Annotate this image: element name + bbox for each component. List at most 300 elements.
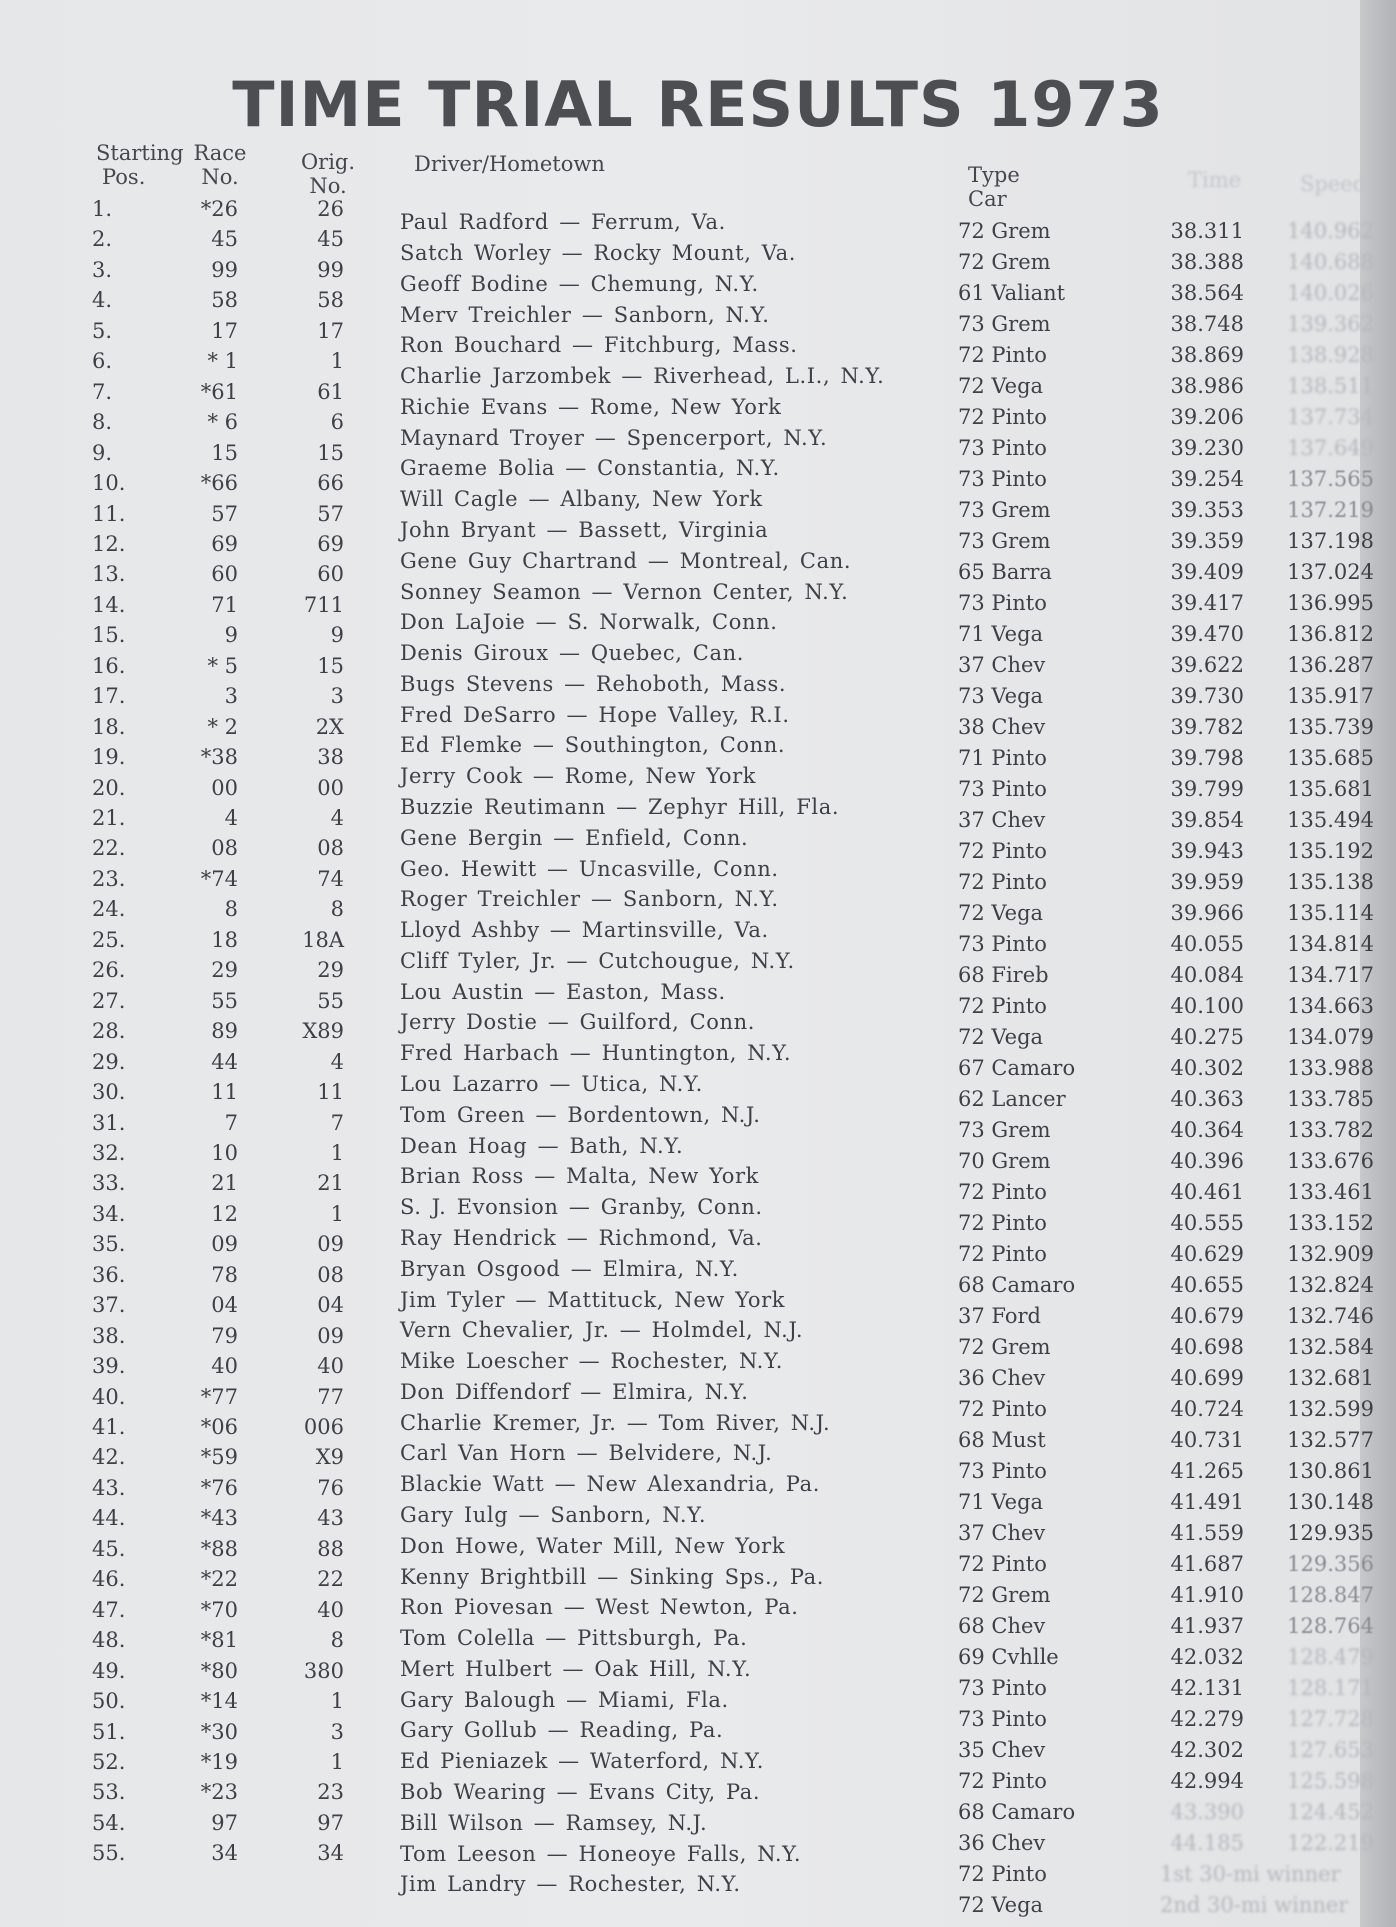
cell-time: 40.679 bbox=[1170, 1304, 1244, 1328]
cell-driver-hometown: Buzzie Reutimann — Zephyr Hill, Fla. bbox=[400, 795, 840, 820]
cell-race-no: 7 bbox=[224, 1110, 238, 1135]
cell-driver-hometown: Geo. Hewitt — Uncasville, Conn. bbox=[400, 856, 779, 881]
cell-race-no: *22 bbox=[200, 1567, 238, 1592]
header-orig-no-line1: Orig. bbox=[300, 150, 356, 174]
cell-orig-no: 9 bbox=[330, 623, 344, 648]
cell-driver-hometown: Graeme Bolia — Constantia, N.Y. bbox=[400, 456, 780, 481]
cell-driver-hometown: Tom Colella — Pittsburgh, Pa. bbox=[400, 1626, 748, 1651]
cell-race-no: 08 bbox=[211, 836, 238, 861]
cell-starting-pos: 21. bbox=[92, 806, 126, 830]
cell-race-no: *66 bbox=[200, 471, 238, 496]
cell-orig-no: 99 bbox=[317, 257, 344, 282]
cell-driver-hometown: Don Howe, Water Mill, New York bbox=[400, 1533, 786, 1558]
cell-type-car: 72 Pinto bbox=[958, 1210, 1047, 1235]
cell-time: 40.363 bbox=[1170, 1086, 1244, 1111]
cell-speed: 135.917 bbox=[1287, 684, 1374, 708]
cell-speed: 133.461 bbox=[1287, 1179, 1374, 1204]
cell-orig-no: 69 bbox=[317, 531, 344, 556]
cell-type-car: 37 Chev bbox=[958, 652, 1046, 677]
cell-race-no: *80 bbox=[200, 1658, 238, 1683]
cell-driver-hometown: Blackie Watt — New Alexandria, Pa. bbox=[400, 1472, 820, 1497]
cell-race-no: 17 bbox=[211, 318, 238, 343]
cell-driver-hometown: Vern Chevalier, Jr. — Holmdel, N.J. bbox=[400, 1318, 804, 1343]
cell-driver-hometown: Lou Lazarro — Utica, N.Y. bbox=[400, 1072, 703, 1097]
cell-speed: 133.782 bbox=[1287, 1117, 1374, 1142]
cell-time: 39.417 bbox=[1170, 590, 1244, 615]
header-race-no-line2: No. bbox=[201, 165, 239, 189]
cell-orig-no: 40 bbox=[317, 1597, 344, 1622]
cell-starting-pos: 22. bbox=[92, 836, 126, 861]
cell-driver-hometown: Fred Harbach — Huntington, N.Y. bbox=[400, 1041, 792, 1066]
cell-speed: 137.198 bbox=[1287, 529, 1374, 553]
cell-time: 42.302 bbox=[1170, 1737, 1244, 1762]
cell-type-car: 68 Fireb bbox=[958, 962, 1049, 987]
cell-race-no: *19 bbox=[200, 1749, 238, 1774]
header-speed: Speed bbox=[1300, 172, 1367, 196]
cell-speed: 134.717 bbox=[1287, 962, 1374, 987]
cell-type-car: 72 Pinto bbox=[958, 1861, 1047, 1886]
cell-orig-no: 1 bbox=[330, 349, 344, 374]
cell-starting-pos: 14. bbox=[92, 592, 126, 617]
header-driver: Driver/Hometown bbox=[414, 152, 605, 176]
cell-race-no: *59 bbox=[200, 1445, 238, 1470]
cell-time: 40.275 bbox=[1170, 1024, 1244, 1049]
cell-orig-no: 34 bbox=[317, 1841, 344, 1866]
cell-speed: 132.909 bbox=[1287, 1241, 1374, 1266]
cell-starting-pos: 2. bbox=[92, 227, 113, 252]
cell-driver-hometown: Paul Radford — Ferrum, Va. bbox=[400, 210, 726, 235]
cell-orig-no: 4 bbox=[330, 1049, 344, 1074]
cell-speed: 135.739 bbox=[1287, 714, 1374, 739]
cell-starting-pos: 29. bbox=[92, 1049, 126, 1074]
cell-orig-no: 2X bbox=[315, 714, 344, 739]
cell-speed: 128.171 bbox=[1287, 1675, 1374, 1700]
cell-orig-no: 60 bbox=[317, 562, 344, 587]
cell-type-car: 71 Vega bbox=[958, 1489, 1044, 1514]
cell-race-no: 12 bbox=[211, 1201, 238, 1226]
cell-time: 40.699 bbox=[1170, 1365, 1244, 1390]
cell-starting-pos: 31. bbox=[92, 1110, 126, 1135]
table-row bbox=[0, 349, 1396, 398]
cell-time: 38.986 bbox=[1170, 374, 1244, 398]
cell-speed: 122.219 bbox=[1287, 1830, 1374, 1855]
cell-time: 43.390 bbox=[1170, 1799, 1244, 1824]
cell-starting-pos: 1. bbox=[92, 197, 113, 221]
cell-speed: 127.653 bbox=[1287, 1737, 1374, 1762]
cell-race-no: *14 bbox=[200, 1689, 238, 1714]
cell-driver-hometown: Bill Wilson — Ramsey, N.J. bbox=[400, 1810, 708, 1835]
cell-starting-pos: 50. bbox=[92, 1689, 126, 1714]
cell-speed: 125.598 bbox=[1287, 1769, 1374, 1793]
cell-starting-pos: 42. bbox=[92, 1445, 126, 1470]
cell-time: 42.994 bbox=[1170, 1769, 1244, 1793]
cell-speed: 135.114 bbox=[1287, 900, 1374, 925]
cell-race-no: 60 bbox=[211, 562, 238, 587]
cell-starting-pos: 44. bbox=[92, 1506, 126, 1531]
cell-speed: 134.814 bbox=[1287, 931, 1374, 956]
cell-race-no: 71 bbox=[211, 592, 238, 617]
cell-starting-pos: 54. bbox=[92, 1810, 126, 1835]
cell-driver-hometown: Jerry Cook — Rome, New York bbox=[400, 764, 757, 789]
cell-starting-pos: 15. bbox=[92, 623, 126, 648]
cell-time: 1st 30-mi winner bbox=[1160, 1861, 1341, 1886]
cell-race-no: *38 bbox=[200, 745, 238, 770]
cell-race-no: *06 bbox=[200, 1415, 238, 1439]
cell-driver-hometown: Richie Evans — Rome, New York bbox=[400, 394, 782, 419]
cell-time: 40.629 bbox=[1170, 1241, 1244, 1266]
cell-type-car: 73 Pinto bbox=[958, 435, 1047, 460]
cell-time: 41.937 bbox=[1170, 1614, 1244, 1638]
cell-type-car: 72 Vega bbox=[958, 1024, 1044, 1049]
cell-starting-pos: 37. bbox=[92, 1293, 126, 1318]
cell-orig-no: 09 bbox=[317, 1232, 344, 1257]
cell-time: 38.869 bbox=[1170, 342, 1244, 367]
cell-orig-no: 3 bbox=[330, 1719, 344, 1744]
cell-time: 40.084 bbox=[1170, 962, 1244, 987]
header-type-car-line1: Type bbox=[968, 163, 1020, 187]
cell-driver-hometown: Geoff Bodine — Chemung, N.Y. bbox=[400, 271, 759, 296]
cell-time: 44.185 bbox=[1170, 1830, 1244, 1855]
cell-orig-no: 66 bbox=[317, 471, 344, 496]
cell-starting-pos: 12. bbox=[92, 531, 126, 556]
cell-time: 40.364 bbox=[1170, 1117, 1244, 1142]
cell-time: 39.359 bbox=[1170, 529, 1244, 553]
cell-starting-pos: 52. bbox=[92, 1749, 126, 1774]
cell-driver-hometown: John Bryant — Bassett, Virginia bbox=[400, 518, 769, 542]
cell-starting-pos: 48. bbox=[92, 1628, 126, 1653]
cell-time: 40.724 bbox=[1170, 1396, 1244, 1421]
cell-time: 40.100 bbox=[1170, 994, 1244, 1018]
cell-starting-pos: 47. bbox=[92, 1597, 126, 1622]
cell-driver-hometown: Gene Bergin — Enfield, Conn. bbox=[400, 825, 749, 850]
cell-race-no: *43 bbox=[200, 1506, 238, 1531]
cell-type-car: 68 Camaro bbox=[958, 1799, 1076, 1824]
cell-speed: 132.746 bbox=[1287, 1304, 1374, 1328]
cell-driver-hometown: Bryan Osgood — Elmira, N.Y. bbox=[400, 1256, 739, 1281]
cell-orig-no: 8 bbox=[330, 1628, 344, 1653]
cell-time: 41.559 bbox=[1170, 1520, 1244, 1545]
cell-orig-no: 00 bbox=[317, 775, 344, 800]
cell-starting-pos: 49. bbox=[92, 1658, 126, 1683]
cell-race-no: *88 bbox=[200, 1536, 238, 1561]
cell-type-car: 73 Grem bbox=[958, 497, 1051, 522]
cell-driver-hometown: Merv Treichler — Sanborn, N.Y. bbox=[400, 302, 770, 327]
cell-time: 38.388 bbox=[1170, 249, 1244, 274]
cell-time: 40.655 bbox=[1170, 1272, 1244, 1297]
cell-starting-pos: 45. bbox=[92, 1536, 126, 1561]
cell-speed: 134.079 bbox=[1287, 1024, 1374, 1049]
cell-type-car: 73 Pinto bbox=[958, 1706, 1047, 1731]
cell-speed: 137.219 bbox=[1287, 497, 1374, 522]
cell-speed: 138.928 bbox=[1287, 342, 1374, 367]
cell-starting-pos: 27. bbox=[92, 988, 126, 1013]
cell-driver-hometown: Bob Wearing — Evans City, Pa. bbox=[400, 1779, 761, 1804]
cell-driver-hometown: Will Cagle — Albany, New York bbox=[400, 487, 763, 512]
cell-time: 41.491 bbox=[1170, 1489, 1244, 1514]
cell-speed: 135.138 bbox=[1287, 869, 1374, 894]
cell-driver-hometown: Jim Tyler — Mattituck, New York bbox=[400, 1287, 786, 1312]
cell-race-no: 97 bbox=[211, 1810, 238, 1835]
cell-race-no: 04 bbox=[211, 1293, 238, 1318]
cell-orig-no: 29 bbox=[317, 958, 344, 983]
cell-orig-no: 08 bbox=[317, 1262, 344, 1287]
cell-time: 38.311 bbox=[1170, 219, 1244, 243]
cell-time: 40.731 bbox=[1170, 1427, 1244, 1452]
cell-orig-no: 61 bbox=[317, 379, 344, 404]
cell-speed: 124.452 bbox=[1287, 1799, 1374, 1824]
cell-type-car: 72 Vega bbox=[958, 374, 1044, 398]
page-title: TIME TRIAL RESULTS 1973 bbox=[232, 68, 1164, 141]
cell-race-no: * 1 bbox=[207, 349, 238, 374]
cell-race-no: *74 bbox=[200, 866, 238, 891]
cell-driver-hometown: Tom Green — Bordentown, N.J. bbox=[400, 1102, 761, 1127]
cell-orig-no: 1 bbox=[330, 1749, 344, 1774]
cell-type-car: 72 Grem bbox=[958, 249, 1051, 274]
header-starting-pos-line1: Starting bbox=[96, 141, 184, 165]
cell-orig-no: 22 bbox=[317, 1567, 344, 1592]
cell-type-car: 65 Barra bbox=[958, 559, 1052, 584]
cell-time: 39.409 bbox=[1170, 559, 1244, 584]
cell-starting-pos: 16. bbox=[92, 653, 126, 678]
cell-type-car: 70 Grem bbox=[958, 1149, 1051, 1173]
cell-starting-pos: 33. bbox=[92, 1171, 126, 1196]
cell-time: 39.782 bbox=[1170, 714, 1244, 739]
header-race-no-line1: Race bbox=[193, 141, 247, 165]
header-starting-pos-line2: Pos. bbox=[102, 165, 146, 189]
cell-race-no: 4 bbox=[224, 806, 238, 830]
cell-driver-hometown: Gary Balough — Miami, Fla. bbox=[400, 1687, 729, 1712]
cell-type-car: 73 Vega bbox=[958, 684, 1044, 708]
cell-type-car: 73 Pinto bbox=[958, 466, 1047, 491]
cell-speed: 133.676 bbox=[1287, 1149, 1374, 1173]
cell-time: 39.470 bbox=[1170, 621, 1244, 646]
cell-orig-no: 57 bbox=[317, 501, 344, 526]
cell-race-no: 18 bbox=[211, 927, 238, 952]
cell-type-car: 36 Chev bbox=[958, 1365, 1046, 1390]
cell-race-no: 00 bbox=[211, 775, 238, 800]
cell-time: 39.854 bbox=[1170, 807, 1244, 832]
cell-speed: 135.192 bbox=[1287, 839, 1374, 863]
cell-starting-pos: 30. bbox=[92, 1080, 126, 1105]
cell-starting-pos: 23. bbox=[92, 866, 126, 891]
header-orig-no-line2: No. bbox=[309, 174, 347, 198]
cell-driver-hometown: Carl Van Horn — Belvidere, N.J. bbox=[400, 1441, 773, 1466]
cell-time: 38.564 bbox=[1170, 280, 1244, 305]
cell-speed: 137.565 bbox=[1287, 466, 1374, 491]
cell-race-no: *81 bbox=[200, 1628, 238, 1653]
cell-starting-pos: 39. bbox=[92, 1354, 126, 1379]
cell-driver-hometown: Denis Giroux — Quebec, Can. bbox=[400, 641, 744, 666]
cell-race-no: 3 bbox=[224, 684, 238, 709]
cell-driver-hometown: Gary Iulg — Sanborn, N.Y. bbox=[400, 1502, 707, 1527]
cell-type-car: 73 Grem bbox=[958, 529, 1051, 553]
cell-driver-hometown: Mert Hulbert — Oak Hill, N.Y. bbox=[400, 1656, 752, 1681]
cell-speed: 132.599 bbox=[1287, 1396, 1374, 1421]
cell-race-no: *70 bbox=[200, 1597, 238, 1622]
cell-type-car: 61 Valiant bbox=[958, 280, 1066, 305]
cell-driver-hometown: Jerry Dostie — Guilford, Conn. bbox=[400, 1010, 756, 1035]
cell-starting-pos: 35. bbox=[92, 1232, 126, 1257]
cell-speed: 140.962 bbox=[1287, 219, 1374, 243]
cell-speed: 138.511 bbox=[1287, 374, 1374, 398]
cell-race-no: 34 bbox=[211, 1841, 238, 1866]
header-race-no bbox=[188, 141, 252, 189]
cell-speed: 136.812 bbox=[1287, 621, 1374, 646]
cell-time: 38.748 bbox=[1170, 311, 1244, 336]
header-time: Time bbox=[1188, 168, 1242, 192]
header-starting-pos bbox=[96, 141, 184, 189]
cell-orig-no: 74 bbox=[317, 866, 344, 891]
cell-orig-no: 11 bbox=[317, 1080, 344, 1105]
cell-race-no: 69 bbox=[211, 531, 238, 556]
cell-starting-pos: 40. bbox=[92, 1384, 126, 1409]
cell-speed: 137.649 bbox=[1287, 435, 1374, 460]
cell-time: 39.943 bbox=[1170, 839, 1244, 863]
cell-speed: 127.728 bbox=[1287, 1706, 1374, 1731]
cell-time: 40.302 bbox=[1170, 1055, 1244, 1080]
cell-time: 40.698 bbox=[1170, 1334, 1244, 1359]
cell-race-no: 58 bbox=[211, 288, 238, 313]
cell-driver-hometown: Fred DeSarro — Hope Valley, R.I. bbox=[400, 702, 790, 727]
cell-orig-no: 76 bbox=[317, 1475, 344, 1500]
cell-driver-hometown: Lloyd Ashby — Martinsville, Va. bbox=[400, 918, 769, 943]
cell-race-no: *76 bbox=[200, 1475, 238, 1500]
cell-orig-no: 18A bbox=[302, 927, 344, 952]
cell-type-car: 62 Lancer bbox=[958, 1086, 1066, 1111]
cell-type-car: 69 Cvhlle bbox=[958, 1644, 1059, 1669]
cell-speed: 136.287 bbox=[1287, 652, 1374, 677]
cell-starting-pos: 7. bbox=[92, 379, 113, 404]
cell-race-no: * 5 bbox=[207, 653, 238, 678]
cell-race-no: 15 bbox=[211, 440, 238, 465]
cell-starting-pos: 9. bbox=[92, 440, 113, 465]
cell-time: 39.230 bbox=[1170, 435, 1244, 460]
cell-orig-no: 17 bbox=[317, 318, 344, 343]
cell-speed: 128.847 bbox=[1287, 1582, 1374, 1607]
cell-race-no: * 2 bbox=[207, 714, 238, 739]
cell-driver-hometown: Ron Bouchard — Fitchburg, Mass. bbox=[400, 333, 798, 358]
cell-race-no: *26 bbox=[200, 197, 238, 221]
cell-orig-no: 15 bbox=[317, 653, 344, 678]
cell-orig-no: 6 bbox=[330, 410, 344, 435]
cell-race-no: 09 bbox=[211, 1232, 238, 1257]
cell-orig-no: 09 bbox=[317, 1323, 344, 1348]
cell-starting-pos: 3. bbox=[92, 257, 113, 282]
cell-race-no: *61 bbox=[200, 379, 238, 404]
cell-driver-hometown: Ray Hendrick — Richmond, Va. bbox=[400, 1225, 763, 1250]
cell-type-car: 68 Must bbox=[958, 1427, 1046, 1452]
cell-starting-pos: 25. bbox=[92, 927, 126, 952]
cell-starting-pos: 36. bbox=[92, 1262, 126, 1287]
cell-orig-no: X9 bbox=[315, 1445, 344, 1470]
cell-speed: 135.494 bbox=[1287, 807, 1374, 832]
cell-race-no: 44 bbox=[211, 1049, 238, 1074]
cell-time: 40.555 bbox=[1170, 1210, 1244, 1235]
cell-starting-pos: 10. bbox=[92, 471, 126, 496]
cell-race-no: 45 bbox=[211, 227, 238, 252]
cell-starting-pos: 24. bbox=[92, 897, 126, 922]
table-row bbox=[0, 379, 1396, 429]
cell-speed: 137.024 bbox=[1287, 559, 1374, 584]
cell-starting-pos: 41. bbox=[92, 1415, 126, 1439]
cell-race-no: 55 bbox=[211, 988, 238, 1013]
cell-starting-pos: 28. bbox=[92, 1019, 126, 1044]
cell-time: 42.279 bbox=[1170, 1706, 1244, 1731]
cell-driver-hometown: Bugs Stevens — Rehoboth, Mass. bbox=[400, 671, 787, 696]
cell-type-car: 38 Chev bbox=[958, 714, 1046, 739]
cell-type-car: 72 Pinto bbox=[958, 404, 1047, 429]
cell-driver-hometown: Don Diffendorf — Elmira, N.Y. bbox=[400, 1379, 749, 1404]
header-type-car-line2: Car bbox=[968, 187, 1007, 211]
table-row bbox=[0, 318, 1396, 367]
cell-time: 39.966 bbox=[1170, 900, 1244, 925]
cell-orig-no: 380 bbox=[303, 1658, 344, 1683]
cell-orig-no: 23 bbox=[317, 1780, 344, 1805]
cell-type-car: 72 Pinto bbox=[958, 1241, 1047, 1266]
cell-type-car: 71 Pinto bbox=[958, 745, 1047, 770]
cell-type-car: 72 Pinto bbox=[958, 869, 1047, 894]
cell-orig-no: 1 bbox=[330, 1689, 344, 1714]
cell-type-car: 73 Grem bbox=[958, 1117, 1051, 1142]
cell-race-no: *77 bbox=[200, 1384, 238, 1409]
cell-driver-hometown: Kenny Brightbill — Sinking Sps., Pa. bbox=[400, 1564, 825, 1589]
cell-time: 39.799 bbox=[1170, 776, 1244, 801]
cell-driver-hometown: Cliff Tyler, Jr. — Cutchougue, N.Y. bbox=[400, 948, 795, 973]
cell-type-car: 36 Chev bbox=[958, 1830, 1046, 1855]
cell-race-no: 99 bbox=[211, 257, 238, 282]
cell-starting-pos: 55. bbox=[92, 1841, 126, 1866]
cell-orig-no: 58 bbox=[317, 288, 344, 313]
cell-speed: 132.584 bbox=[1287, 1334, 1374, 1359]
cell-type-car: 67 Camaro bbox=[958, 1055, 1076, 1080]
cell-driver-hometown: Charlie Kremer, Jr. — Tom River, N.J. bbox=[400, 1410, 831, 1435]
cell-speed: 132.681 bbox=[1287, 1365, 1374, 1390]
cell-driver-hometown: Mike Loescher — Rochester, N.Y. bbox=[400, 1349, 783, 1374]
cell-orig-no: 77 bbox=[317, 1384, 344, 1409]
cell-starting-pos: 34. bbox=[92, 1201, 126, 1226]
cell-driver-hometown: Gary Gollub — Reading, Pa. bbox=[400, 1718, 724, 1743]
cell-race-no: 29 bbox=[211, 958, 238, 983]
cell-driver-hometown: Maynard Troyer — Spencerport, N.Y. bbox=[400, 425, 828, 450]
cell-race-no: 78 bbox=[211, 1262, 238, 1287]
cell-orig-no: 3 bbox=[330, 684, 344, 709]
cell-speed: 135.681 bbox=[1287, 776, 1374, 801]
cell-driver-hometown: Ed Pieniazek — Waterford, N.Y. bbox=[400, 1749, 765, 1774]
cell-time: 39.959 bbox=[1170, 869, 1244, 894]
cell-type-car: 68 Chev bbox=[958, 1614, 1046, 1638]
cell-driver-hometown: Charlie Jarzombek — Riverhead, L.I., N.Y. bbox=[400, 364, 885, 389]
cell-starting-pos: 26. bbox=[92, 958, 126, 983]
cell-time: 40.396 bbox=[1170, 1149, 1244, 1173]
cell-orig-no: 7 bbox=[330, 1110, 344, 1135]
cell-type-car: 73 Pinto bbox=[958, 1459, 1047, 1483]
cell-type-car: 72 Pinto bbox=[958, 839, 1047, 863]
cell-type-car: 73 Grem bbox=[958, 311, 1051, 336]
cell-orig-no: 006 bbox=[303, 1415, 344, 1439]
cell-driver-hometown: Roger Treichler — Sanborn, N.Y. bbox=[400, 887, 779, 912]
cell-time: 40.461 bbox=[1170, 1179, 1244, 1204]
cell-race-no: 11 bbox=[211, 1080, 238, 1105]
cell-race-no: 57 bbox=[211, 501, 238, 526]
cell-type-car: 72 Pinto bbox=[958, 1769, 1047, 1793]
cell-time: 41.265 bbox=[1170, 1459, 1244, 1483]
cell-type-car: 72 Pinto bbox=[958, 1179, 1047, 1204]
cell-driver-hometown: Ed Flemke — Southington, Conn. bbox=[400, 733, 786, 758]
cell-speed: 129.356 bbox=[1287, 1551, 1374, 1576]
cell-starting-pos: 38. bbox=[92, 1323, 126, 1348]
cell-orig-no: 04 bbox=[317, 1293, 344, 1318]
cell-type-car: 72 Grem bbox=[958, 219, 1051, 243]
